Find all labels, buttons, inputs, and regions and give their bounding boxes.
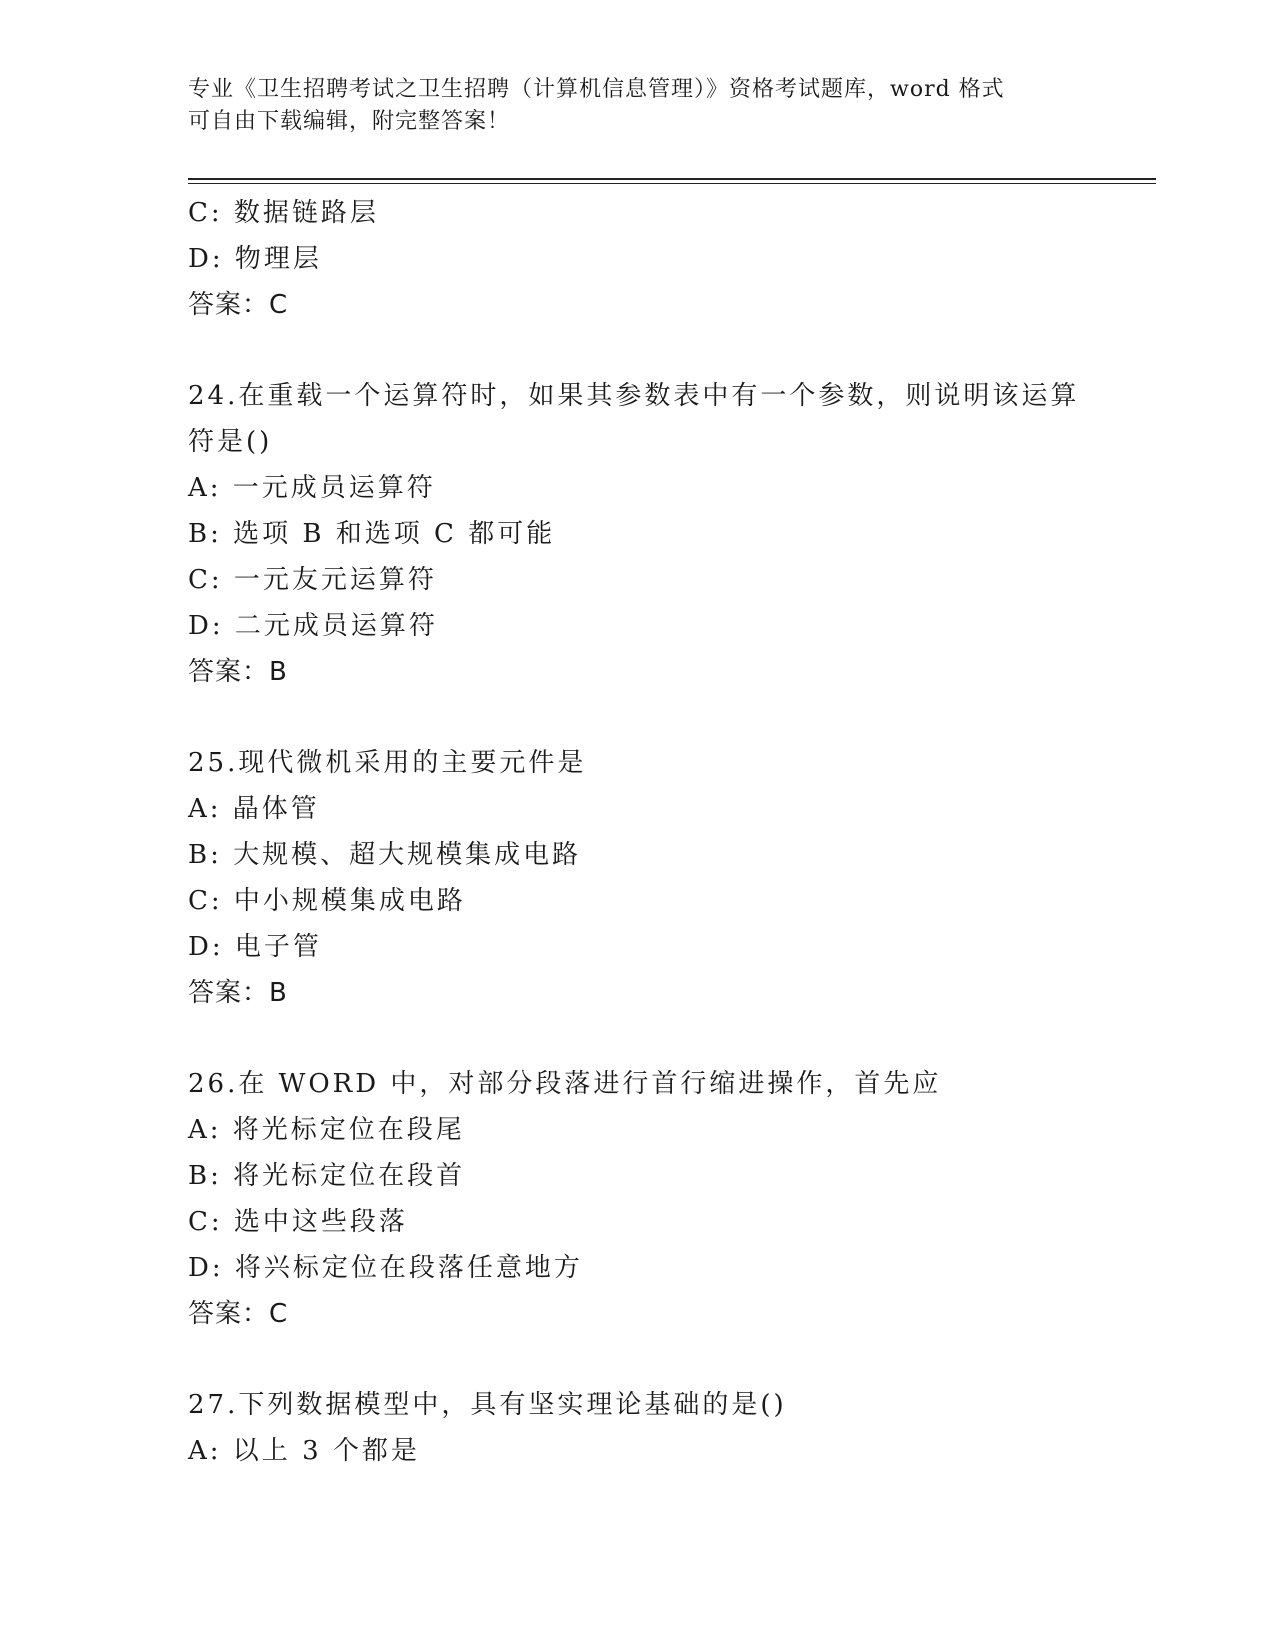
option-a: A: 以上 3 个都是 [188,1436,420,1466]
question-stem: 26.在 WORD 中，对部分段落进行首行缩进操作，首先应 [188,1069,942,1099]
question-list [188,190,1088,1474]
option-b: B: 选项 B 和选项 C 都可能 [188,519,556,549]
document-header [188,74,1068,138]
option-d: D: 物理层 [188,244,322,274]
option-a: A: 一元成员运算符 [188,473,436,503]
option-a: A: 晶体管 [188,794,320,824]
question-23-continuation [188,190,1088,328]
question-24 [188,373,1088,695]
question-stem: 27.下列数据模型中，具有坚实理论基础的是() [188,1390,787,1420]
option-d: D: 将兴标定位在段落任意地方 [188,1253,583,1283]
question-stem: 24.在重载一个运算符时，如果其参数表中有一个参数，则说明该运算 [188,381,1080,411]
option-c: C: 数据链路层 [188,198,379,228]
option-a: A: 将光标定位在段尾 [188,1115,465,1145]
question-25 [188,740,1088,1016]
answer-line: 答案：B [188,978,288,1008]
header-divider-thick [188,178,1156,180]
question-27 [188,1382,1088,1474]
option-b: B: 将光标定位在段首 [188,1161,466,1191]
header-divider-thin [188,183,1156,184]
option-b: B: 大规模、超大规模集成电路 [188,840,582,870]
answer-line: 答案：C [188,290,289,320]
header-line-1: 专业《卫生招聘考试之卫生招聘（计算机信息管理）》资格考试题库，word 格式 [188,77,1005,102]
header-line-2: 可自由下载编辑，附完整答案！ [188,109,511,134]
answer-line: 答案：B [188,657,288,687]
question-26 [188,1061,1088,1337]
question-stem: 25.现代微机采用的主要元件是 [188,748,587,778]
answer-line: 答案：C [188,1299,289,1329]
question-stem-continued: 符是() [188,427,273,457]
option-c: C: 中小规模集成电路 [188,886,466,916]
option-c: C: 一元友元运算符 [188,565,437,595]
option-d: D: 二元成员运算符 [188,611,438,641]
option-c: C: 选中这些段落 [188,1207,408,1237]
option-d: D: 电子管 [188,932,322,962]
